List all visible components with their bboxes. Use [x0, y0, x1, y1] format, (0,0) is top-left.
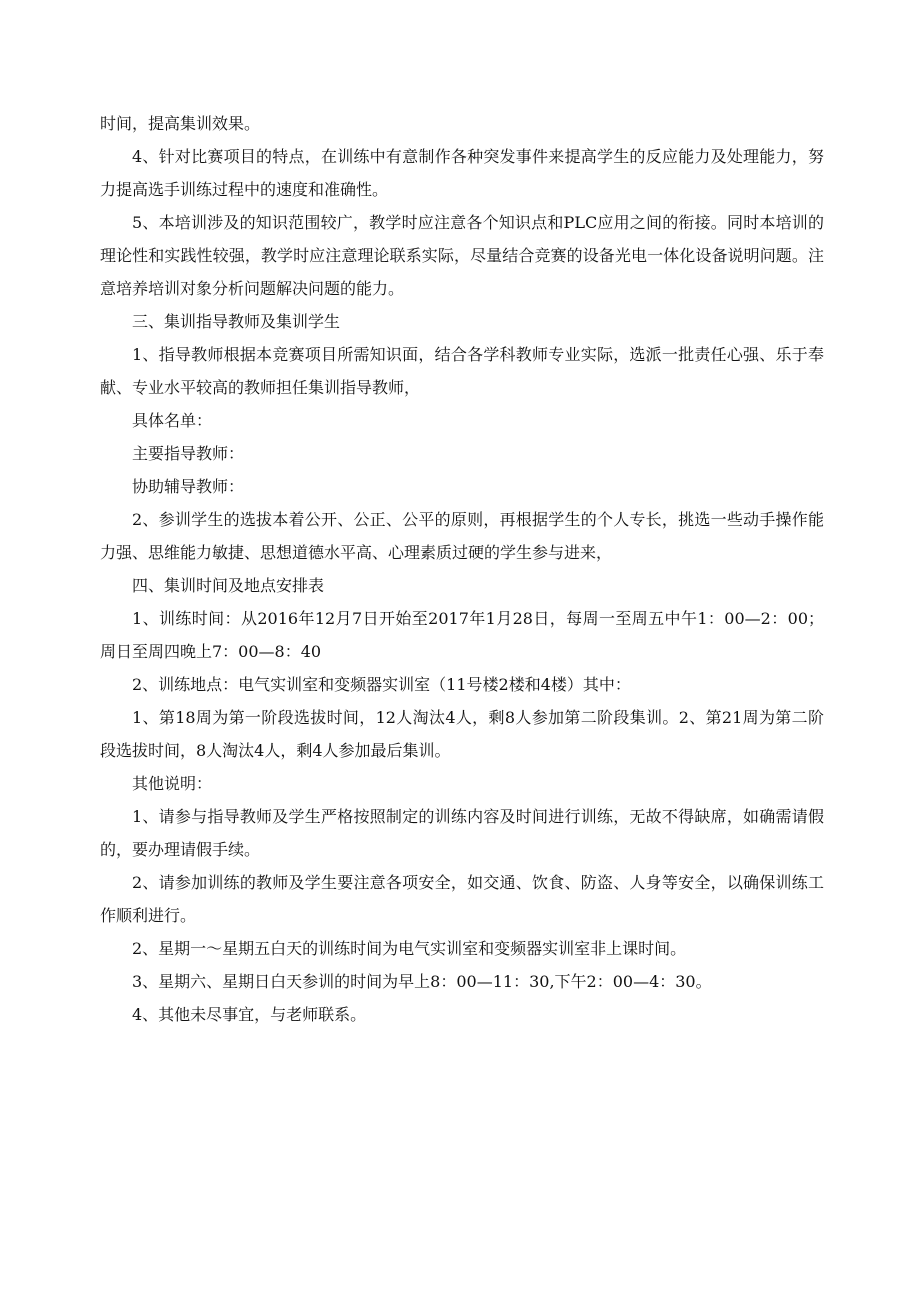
paragraph-item-4: 4、针对比赛项目的特点，在训练中有意制作各种突发事件来提高学生的反应能力及处理能力，努力提高选手训练过程中的速度和准确性。	[100, 147, 824, 199]
paragraph-name-list: 具体名单：	[132, 411, 213, 430]
paragraph-selection-stages: 1、第18周为第一阶段选拔时间，12人淘汰4人，剩8人参加第二阶段集训。2、第21周为第二阶段选拔时间，8人淘汰4人，剩4人参加最后集训。	[100, 708, 824, 760]
paragraph-note-attendance: 1、请参与指导教师及学生严格按照制定的训练内容及时间进行训练，无故不得缺席，如确需请假的，要办理请假手续。	[100, 807, 824, 859]
section-heading-3: 三、集训指导教师及集训学生	[132, 312, 341, 331]
paragraph-note-contact: 4、其他未尽事宜，与老师联系。	[132, 1005, 367, 1024]
paragraph-main-teacher: 主要指导教师：	[132, 444, 245, 463]
paragraph-training-location: 2、训练地点：电气实训室和变频器实训室（11号楼2楼和4楼）其中：	[132, 675, 631, 694]
paragraph-assistant-teacher: 协助辅导教师：	[132, 477, 245, 496]
paragraph-student-selection: 2、参训学生的选拔本着公开、公正、公平的原则，再根据学生的个人专长，挑选一些动手操作能力强、思维能力敏捷、思想道德水平高、心理素质过硬的学生参与进来，	[100, 510, 824, 562]
paragraph-continuation: 时间，提高集训效果。	[100, 114, 261, 133]
paragraph-other-notes-heading: 其他说明：	[132, 774, 213, 793]
section-heading-4: 四、集训时间及地点安排表	[132, 576, 325, 595]
paragraph-teacher-selection: 1、指导教师根据本竞赛项目所需知识面，结合各学科教师专业实际，选派一批责任心强、乐于奉献、专业水平较高的教师担任集训指导教师，	[100, 345, 824, 397]
paragraph-training-time: 1、训练时间：从2016年12月7日开始至2017年1月28日，每周一至周五中午1：00—2：00；周日至周四晚上7：00—8：40	[100, 609, 824, 661]
paragraph-item-5: 5、本培训涉及的知识范围较广，教学时应注意各个知识点和PLC应用之间的衔接。同时本培训的理论性和实践性较强，教学时应注意理论联系实际，尽量结合竞赛的设备光电一体化设备说明问题。注意培养培训对象分析问题解决问题的能力。	[100, 213, 824, 298]
paragraph-note-weekday-time: 2、星期一～星期五白天的训练时间为电气实训室和变频器实训室非上课时间。	[132, 939, 687, 958]
paragraph-note-weekend-time: 3、星期六、星期日白天参训的时间为早上8：00—11：30,下午2：00—4：30。	[132, 972, 712, 991]
document-body	[100, 107, 824, 1031]
paragraph-note-safety: 2、请参加训练的教师及学生要注意各项安全，如交通、饮食、防盗、人身等安全，以确保训练工作顺利进行。	[100, 873, 824, 925]
